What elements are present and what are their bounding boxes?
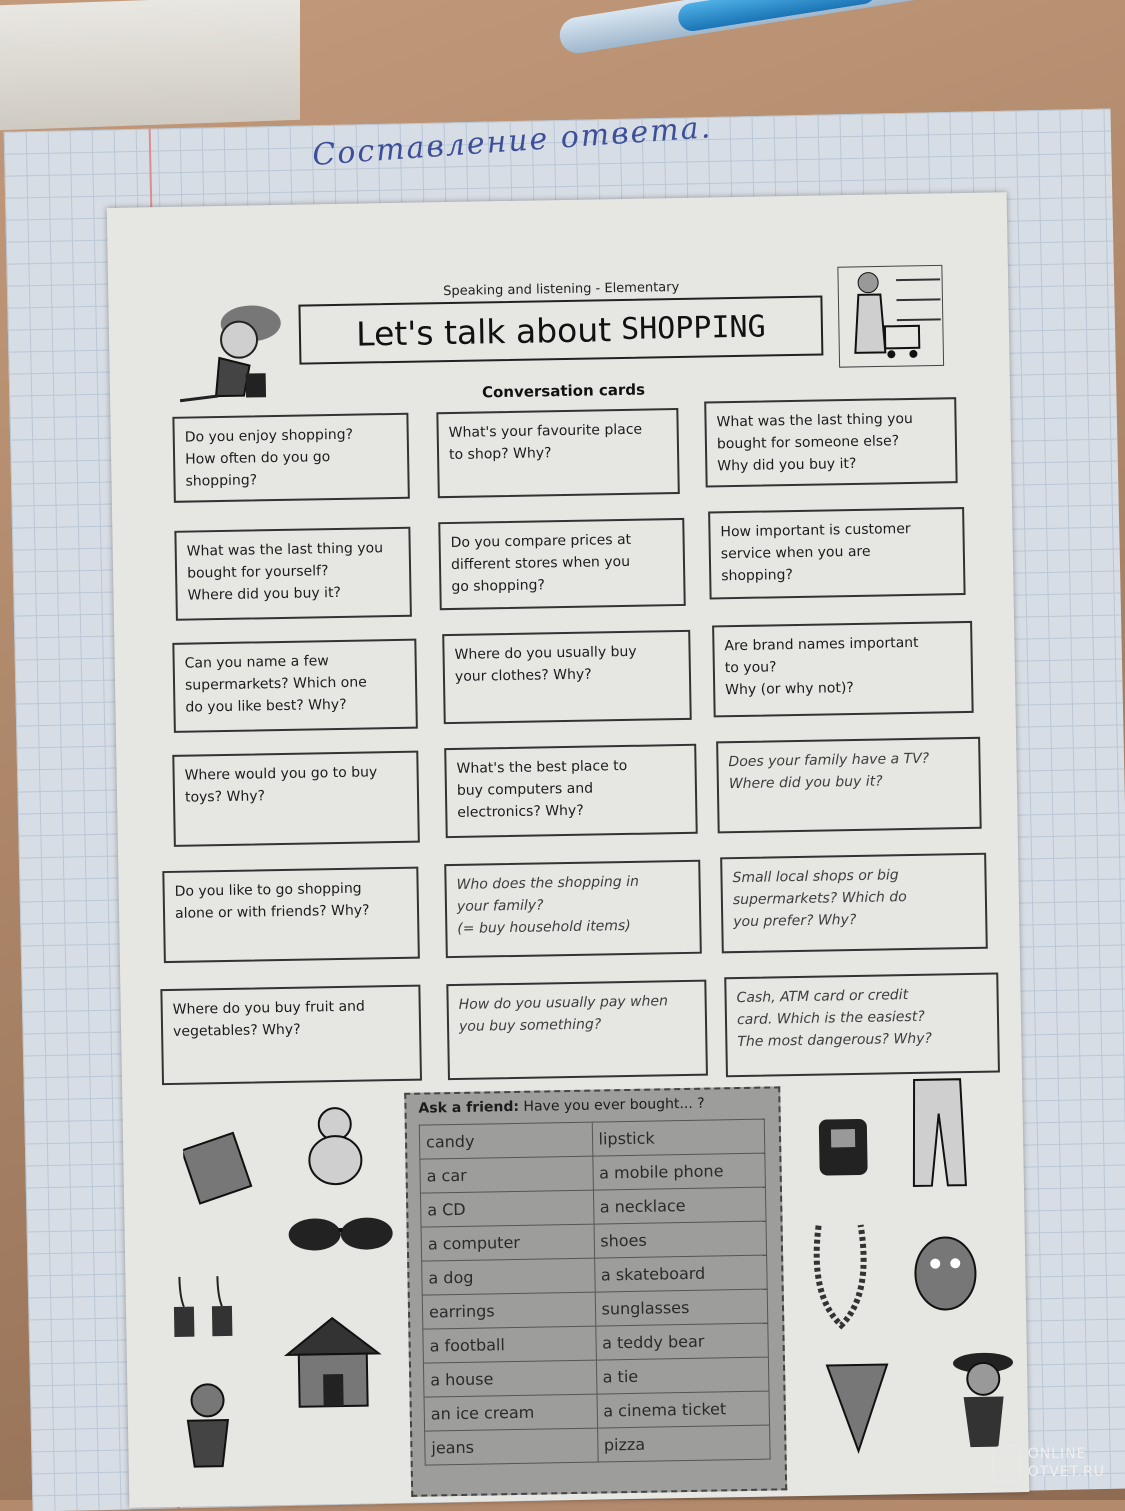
conversation-card: How important is customer service when you are shopping?	[708, 507, 965, 599]
ask-a-friend-title	[418, 1096, 704, 1117]
ice-cream-clipart	[895, 1223, 997, 1325]
watermark-line-2: OTVET.RU	[1028, 1463, 1105, 1481]
conversation-card: Who does the shopping in your family? (= buy household items)	[444, 860, 702, 958]
conversation-card: Can you name a few supermarkets? Which one do you like best? Why?	[172, 639, 418, 733]
conversation-card: Are brand names important to you? Why (or why not)?	[712, 621, 974, 718]
conversation-card: What was the last thing you bought for yourself? Where did you buy it?	[174, 527, 412, 621]
supermarket-clipart	[836, 259, 948, 371]
word-cell: an ice cream	[424, 1394, 597, 1431]
title-box	[298, 295, 823, 364]
word-cell: shoes	[594, 1221, 767, 1258]
table-row	[425, 1425, 771, 1465]
earrings-clipart	[161, 1266, 243, 1357]
conversation-card: Do you enjoy shopping? How often do you go shopping?	[172, 413, 409, 503]
word-cell: a skateboard	[594, 1255, 767, 1292]
pizza-clipart	[817, 1354, 899, 1455]
word-cell: pizza	[597, 1425, 770, 1462]
conversation-card: What's your favourite place to shop? Why?	[436, 408, 679, 498]
cinema-ticket-clipart	[183, 1125, 264, 1206]
mobile-phone-clipart	[802, 1095, 884, 1186]
watermark-line-1: ONLINE	[1028, 1445, 1105, 1463]
word-cell: a computer	[421, 1224, 594, 1261]
jeans-clipart	[902, 1073, 974, 1194]
teddy-bear-clipart	[290, 1099, 382, 1191]
conversation-card: Where do you usually buy your clothes? Why?	[442, 630, 692, 724]
lightbulb-icon	[992, 1444, 1022, 1482]
conversation-card: What's the best place to buy computers and electronics? Why?	[444, 744, 698, 838]
detective-clipart	[937, 1342, 1029, 1454]
word-cell: a car	[420, 1156, 593, 1193]
word-cell: a football	[423, 1326, 596, 1363]
word-table	[419, 1119, 771, 1466]
word-cell: a dog	[422, 1258, 595, 1295]
shopper-clipart	[158, 295, 300, 407]
word-cell: a teddy bear	[595, 1323, 768, 1360]
conversation-card: Do you like to go shopping alone or with friends? Why?	[162, 867, 420, 963]
watermark-text	[1028, 1445, 1105, 1481]
watermark	[992, 1444, 1105, 1482]
ask-a-friend-table	[404, 1086, 787, 1497]
sunglasses-clipart	[284, 1203, 395, 1265]
word-cell: lipstick	[592, 1119, 765, 1156]
word-cell: a cinema ticket	[596, 1391, 769, 1428]
necklace-clipart	[804, 1215, 876, 1336]
conversation-card: What was the last thing you bought for someone else? Why did you buy it?	[704, 397, 957, 487]
ask-a-friend-question: Have you ever bought... ?	[523, 1096, 704, 1115]
worksheet-subtitle: Speaking and listening - Elementary	[443, 280, 679, 299]
word-cell: a CD	[420, 1190, 593, 1227]
word-cell: sunglasses	[595, 1289, 768, 1326]
conversation-card: Where would you go to buy toys? Why?	[172, 751, 420, 847]
napkin-stack	[0, 0, 300, 130]
cards-heading: Conversation cards	[482, 381, 645, 402]
conversation-card: Does your family have a TV? Where did you buy it?	[716, 737, 982, 834]
conversation-card: Small local shops or big supermarkets? Which do you prefer? Why?	[720, 853, 988, 954]
house-clipart	[276, 1303, 388, 1415]
word-cell: earrings	[422, 1292, 595, 1329]
ask-a-friend-label: Ask a friend:	[418, 1099, 519, 1117]
title-main: Let's talk about	[356, 310, 612, 353]
word-cell: a necklace	[593, 1187, 766, 1224]
conversation-card: Cash, ATM card or credit card. Which is the easiest? The most dangerous? Why?	[724, 973, 1000, 1078]
word-cell: a tie	[596, 1357, 769, 1394]
word-cell: a house	[423, 1360, 596, 1397]
conversation-card: How do you usually pay when you buy something?	[446, 980, 708, 1081]
conversation-card: Do you compare prices at different stores when you go shopping?	[438, 518, 685, 610]
worksheet	[107, 192, 1030, 1508]
word-cell: a mobile phone	[592, 1153, 765, 1190]
title-accent: SHOPPING	[621, 309, 766, 347]
word-cell: jeans	[425, 1428, 598, 1465]
word-cell: candy	[419, 1122, 592, 1159]
handwritten-heading: Составление ответа.	[311, 110, 713, 173]
skateboarder-clipart	[157, 1376, 259, 1488]
conversation-card: Where do you buy fruit and vegetables? Why?	[160, 985, 422, 1086]
